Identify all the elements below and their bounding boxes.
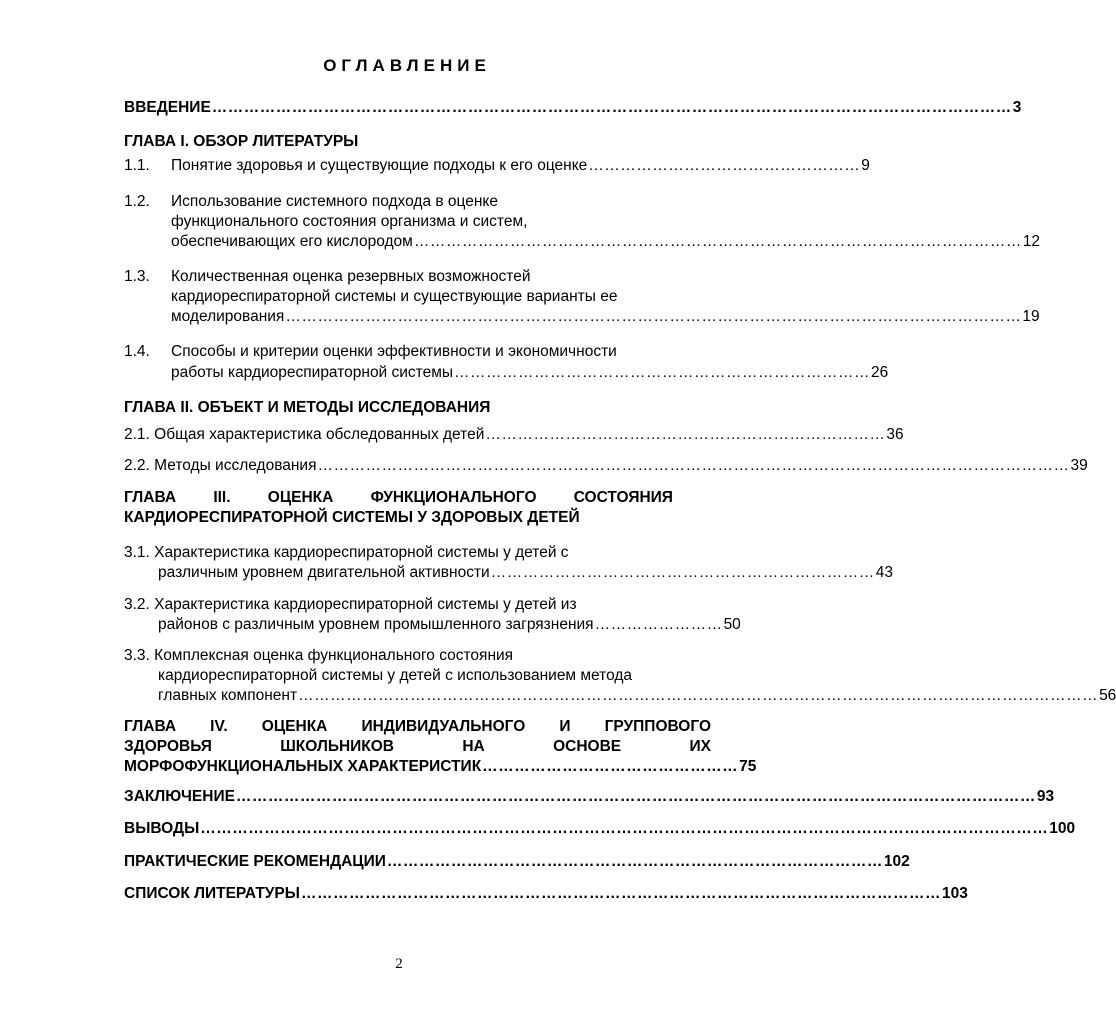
toc-entry-line: функционального состояния организма и систем, xyxy=(171,213,528,230)
leader-dots: ………………………………………………………………………………………………………………………… xyxy=(285,308,1022,325)
toc-entry-page: 36 xyxy=(886,426,904,443)
toc-entry-label: обеспечивающих его кислородом xyxy=(171,233,413,250)
toc-entry-label: ВЫВОДЫ xyxy=(124,820,200,837)
leader-dots: …………………………………………………………………………………………………… xyxy=(413,233,1022,250)
toc-entry-page: 56 xyxy=(1099,687,1116,704)
title-word: ГЛАВА xyxy=(124,489,177,506)
toc-entry-page: 3 xyxy=(1012,99,1022,116)
toc-entry-page: 39 xyxy=(1070,457,1088,474)
title-word: ФУНКЦИОНАЛЬНОГО xyxy=(370,489,537,506)
toc-entry-recommendations xyxy=(124,852,910,872)
toc-entry-label: ВВЕДЕНИЕ xyxy=(124,99,211,116)
toc-entry-label: главных компонент xyxy=(158,687,298,704)
page-number: 2 xyxy=(395,956,403,972)
toc-entry-page: 93 xyxy=(1036,788,1055,805)
leader-dots: …………………………………………………………………………………………………………………………………………… xyxy=(200,820,1049,837)
toc-entry xyxy=(171,307,1040,327)
toc-entry-label: работы кардиореспираторной системы xyxy=(171,364,454,381)
section-number: 1.1. xyxy=(124,157,150,174)
leader-dots: …………………………………………………………………………………………………………………………… xyxy=(317,457,1070,474)
title-word: ЗДОРОВЬЯ xyxy=(124,738,212,755)
title-word: ШКОЛЬНИКОВ xyxy=(280,738,395,755)
chapter-title-line xyxy=(124,737,711,757)
title-word: ИНДИВИДУАЛЬНОГО xyxy=(361,718,526,735)
page-title: ОГЛАВЛЕНИЕ xyxy=(323,56,491,75)
toc-entry xyxy=(171,156,870,176)
leader-dots: ……………………………………………………………… xyxy=(490,564,875,581)
toc-entry xyxy=(124,425,904,445)
toc-entry-label: СПИСОК ЛИТЕРАТУРЫ xyxy=(124,885,300,902)
section-number: 1.2. xyxy=(124,193,150,210)
toc-entry-page: 75 xyxy=(739,758,757,775)
title-word: ИХ xyxy=(689,738,711,755)
toc-entry-label: МОРФОФУНКЦИОНАЛЬНЫХ ХАРАКТЕРИСТИК xyxy=(124,758,482,775)
leader-dots: …………………………………………………………………………………………………………………………………… xyxy=(211,99,1012,116)
toc-entry xyxy=(124,456,1088,476)
title-word: ГРУППОВОГО xyxy=(604,718,711,735)
title-word: НА xyxy=(462,738,485,755)
toc-entry-page: 19 xyxy=(1022,308,1040,325)
toc-entry-label: 2.2. Методы исследования xyxy=(124,457,317,474)
toc-entry-intro xyxy=(124,98,1022,118)
toc-entry-page: 100 xyxy=(1049,820,1076,837)
section-number: 1.4. xyxy=(124,343,150,360)
chapter-title-line xyxy=(124,717,711,737)
toc-entry-line: Количественная оценка резервных возможностей xyxy=(171,268,531,285)
toc-entry-line: 3.3. Комплексная оценка функционального состояния xyxy=(124,647,514,664)
leader-dots: …………………………………………… xyxy=(588,157,861,174)
toc-entry-references xyxy=(124,884,968,904)
toc-entry xyxy=(171,232,1041,252)
toc-entry-page: 50 xyxy=(723,616,741,633)
toc-entry-label: 2.1. Общая характеристика обследованных детей xyxy=(124,426,485,443)
leader-dots: ………………………………………………………………… xyxy=(485,426,886,443)
leader-dots: …………………………………………………………………… xyxy=(454,364,871,381)
toc-entry xyxy=(171,363,889,383)
toc-entry-conclusion xyxy=(124,787,1055,807)
toc-entry-page: 9 xyxy=(861,157,870,174)
title-word: ОЦЕНКА xyxy=(267,489,334,506)
toc-entry-line: кардиореспираторной системы у детей с использованием метода xyxy=(158,667,633,684)
toc-entry-line: Использование системного подхода в оценке xyxy=(171,193,499,210)
title-word: III. xyxy=(213,489,231,506)
toc-entry-label: ЗАКЛЮЧЕНИЕ xyxy=(124,788,235,805)
leader-dots: …………………… xyxy=(594,616,723,633)
leader-dots: ………………………………………… xyxy=(482,758,739,775)
chapter-title: ГЛАВА I. ОБЗОР ЛИТЕРАТУРЫ xyxy=(124,133,359,150)
title-word: СОСТОЯНИЯ xyxy=(573,489,673,506)
toc-entry-page: 12 xyxy=(1022,233,1041,250)
toc-entry-page: 102 xyxy=(883,853,910,870)
title-word: IV. xyxy=(210,718,228,735)
toc-entry-label: ПРАКТИЧЕСКИЕ РЕКОМЕНДАЦИИ xyxy=(124,853,386,870)
toc-entry-label: моделирования xyxy=(171,308,285,325)
leader-dots: ………………………………………………………………………………………………………… xyxy=(300,885,941,902)
title-word: ОЦЕНКА xyxy=(261,718,328,735)
toc-entry-page: 26 xyxy=(871,364,889,381)
toc-entry-label: различным уровнем двигательной активности xyxy=(158,564,490,581)
leader-dots: …………………………………………………………………………………………………………………………………… xyxy=(298,687,1099,704)
toc-entry-page: 103 xyxy=(941,885,968,902)
chapter-title-line xyxy=(124,488,673,508)
toc-entry-label: районов с различным уровнем промышленного загрязнения xyxy=(158,616,594,633)
toc-entry-line: 3.1. Характеристика кардиореспираторной системы у детей с xyxy=(124,544,569,561)
toc-entry-page: 43 xyxy=(875,564,893,581)
leader-dots: …………………………………………………………………………………………………………………………………… xyxy=(235,788,1036,805)
toc-entry xyxy=(158,686,1116,706)
title-word: ГЛАВА xyxy=(124,718,177,735)
section-number: 1.3. xyxy=(124,268,150,285)
title-word: ОСНОВЕ xyxy=(553,738,622,755)
toc-entry xyxy=(124,757,757,777)
toc-entry xyxy=(158,563,893,583)
title-word: И xyxy=(559,718,571,735)
toc-entry xyxy=(158,615,741,635)
toc-entry-line: Способы и критерии оценки эффективности и экономичности xyxy=(171,343,617,360)
toc-entry-line: кардиореспираторной системы и существующие варианты ее xyxy=(171,288,618,305)
leader-dots: ………………………………………………………………………………… xyxy=(386,853,883,870)
chapter-title: ГЛАВА II. ОБЪЕКТ И МЕТОДЫ ИССЛЕДОВАНИЯ xyxy=(124,399,491,416)
toc-entry-label: Понятие здоровья и существующие подходы к его оценке xyxy=(171,157,588,174)
toc-entry-line: 3.2. Характеристика кардиореспираторной системы у детей из xyxy=(124,596,577,613)
chapter-title-line: КАРДИОРЕСПИРАТОРНОЙ СИСТЕМЫ У ЗДОРОВЫХ ДЕТЕЙ xyxy=(124,509,580,526)
toc-entry-findings xyxy=(124,819,1076,839)
